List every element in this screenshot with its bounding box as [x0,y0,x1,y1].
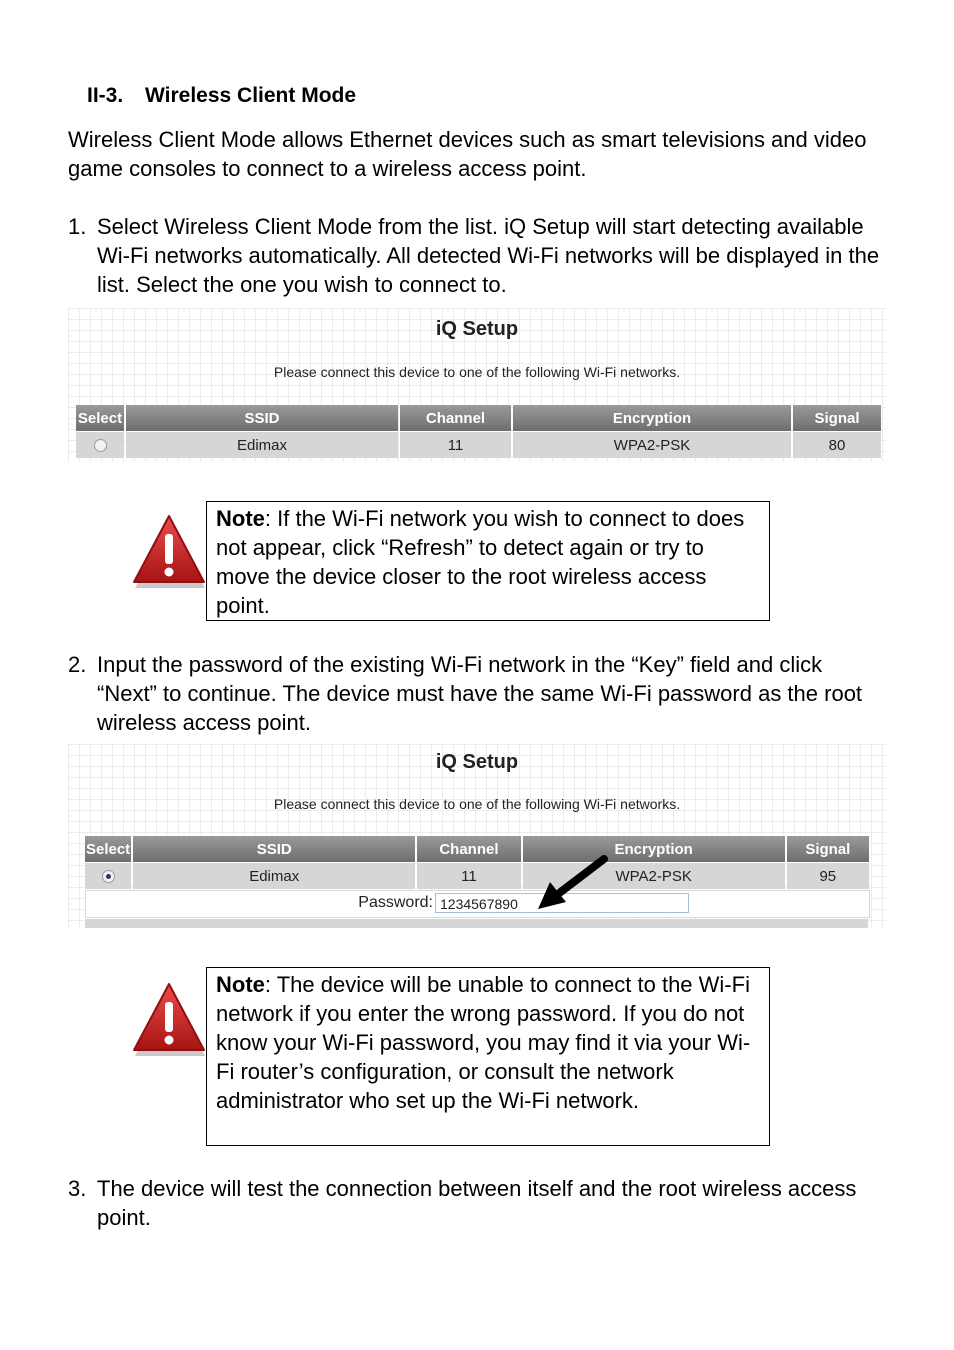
note-label: Note [216,972,265,997]
ssid-cell: Edimax [126,432,398,458]
password-input[interactable]: 1234567890 [435,893,689,913]
col-ssid: SSID [126,405,398,431]
section-number: II-3. [87,84,124,107]
ssid-cell: Edimax [133,863,415,889]
step-text: Select Wireless Client Mode from the list. iQ Setup will start detecting available Wi-Fi networks automatically. All detected Wi-Fi networks will be displayed in the list. Select the one you wish to connect to. [97,214,880,297]
col-encryption: Encryption [523,836,785,862]
iq-setup-title: iQ Setup [435,318,519,340]
iq-setup-title: iQ Setup [435,751,519,773]
section-heading [87,84,356,108]
select-cell [76,432,124,458]
col-channel: Channel [400,405,511,431]
wifi-network-table [74,404,883,459]
col-signal: Signal [793,405,881,431]
network-radio-selected[interactable] [102,870,115,883]
iq-setup-screenshot-2 [68,744,886,928]
step-number: 1. [68,214,87,239]
note-box-1 [206,501,770,621]
step-text: The device will test the connection between itself and the root wireless access point. [97,1176,857,1230]
wifi-network-table [83,835,871,890]
step-number: 3. [68,1176,87,1201]
signal-cell: 95 [787,863,869,889]
col-select: Select [76,405,124,431]
iq-setup-screenshot-1 [68,308,886,462]
warning-triangle-icon [130,980,208,1060]
encryption-cell: WPA2-PSK [513,432,791,458]
pointer-arrow-icon [536,854,610,910]
col-select: Select [85,836,131,862]
table-row[interactable] [76,432,881,458]
table-header-row [85,836,869,862]
step-1 [68,212,888,299]
note-text: : The device will be unable to connect to the Wi-Fi network if you enter the wrong password. If you do not know your Wi-Fi password, you may find it via your Wi-Fi router’s configuration, or consult the network administrator who set up the Wi-Fi network. [216,972,751,1113]
warning-triangle-icon [130,512,208,592]
intro-paragraph: Wireless Client Mode allows Ethernet devices such as smart televisions and video game consoles to connect to a wireless access point. [68,127,867,181]
note-box-2 [206,967,770,1146]
table-header-row [76,405,881,431]
table-row-partial [85,919,868,928]
iq-setup-subtitle: Please connect this device to one of the following Wi-Fi networks. [273,796,681,812]
table-row[interactable] [85,863,869,889]
section-title: Wireless Client Mode [145,84,357,107]
password-row [85,890,870,918]
col-channel: Channel [417,836,520,862]
col-ssid: SSID [133,836,415,862]
iq-setup-subtitle: Please connect this device to one of the following Wi-Fi networks. [273,364,681,380]
note-label: Note [216,506,265,531]
note-text: : If the Wi-Fi network you wish to connect to does not appear, click “Refresh” to detect again or try to move the device closer to the root wireless access point. [216,506,745,618]
encryption-cell: WPA2-PSK [523,863,785,889]
step-number: 2. [68,652,87,677]
network-radio[interactable] [94,439,107,452]
signal-cell: 80 [793,432,881,458]
channel-cell: 11 [400,432,511,458]
col-encryption: Encryption [513,405,791,431]
col-signal: Signal [787,836,869,862]
step-2 [68,650,888,737]
step-3 [68,1174,888,1232]
channel-cell: 11 [417,863,520,889]
step-text: Input the password of the existing Wi-Fi network in the “Key” field and click “Next” to continue. The device must have the same Wi-Fi password as the root wireless access point. [97,652,863,735]
password-label: Password: [358,894,433,911]
select-cell [85,863,131,889]
